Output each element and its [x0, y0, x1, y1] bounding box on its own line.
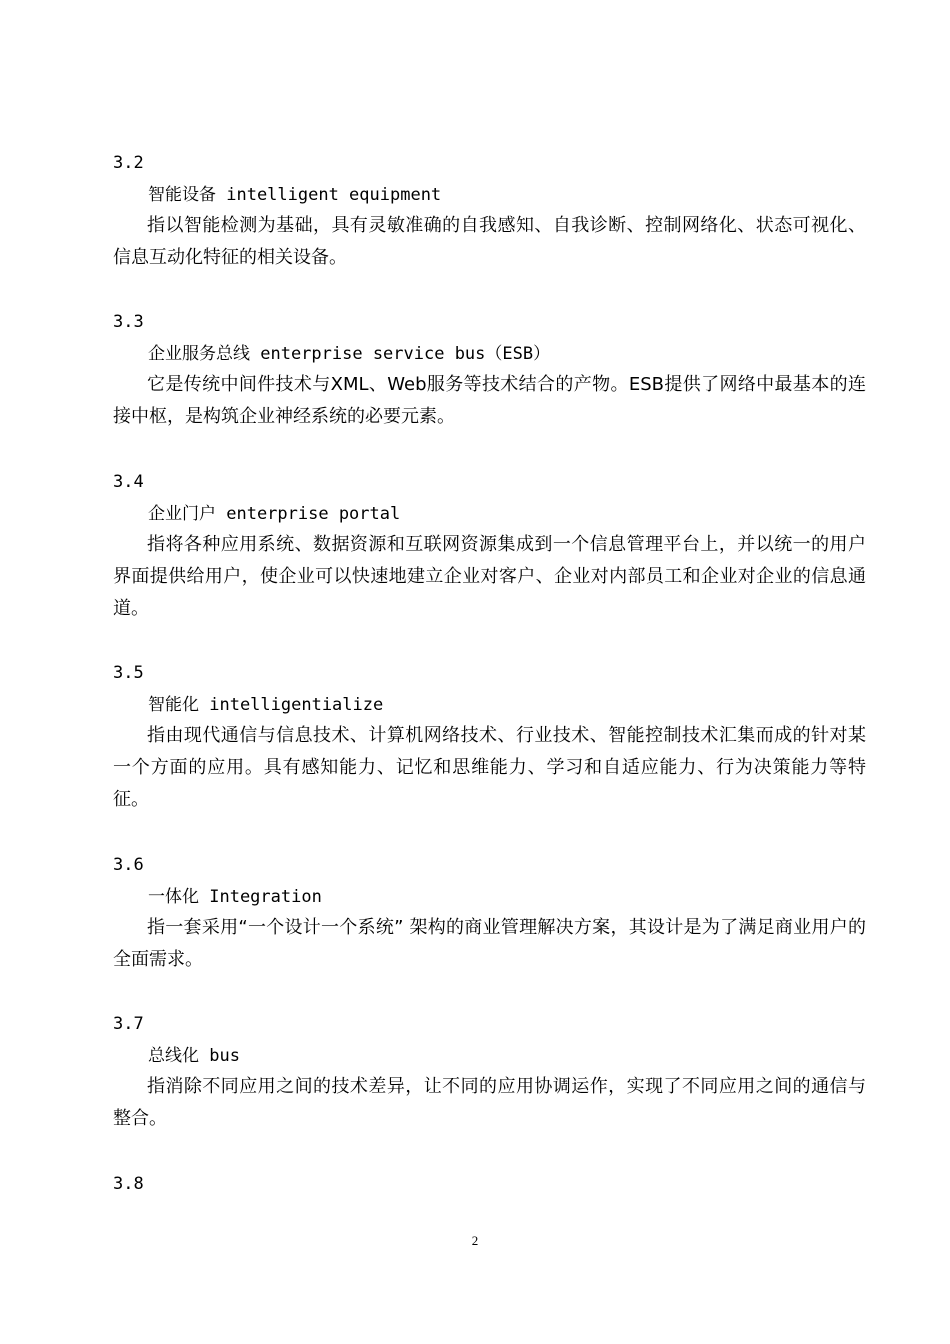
section-number-3-6: 3.6: [113, 855, 144, 875]
term-3-2: 智能设备 intelligent equipment: [148, 185, 442, 205]
term-3-5: 智能化 intelligentialize: [148, 695, 384, 715]
term-3-4: 企业门户 enterprise portal: [148, 504, 401, 524]
page-number: 2: [471, 1233, 479, 1248]
definition-3-2: 指以智能检测为基础，具有灵敏准确的自我感知、自我诊断、控制网络化、状态可视化、信息互动化特征的相关设备。: [113, 215, 866, 268]
term-3-6: 一体化 Integration: [148, 887, 322, 907]
definition-3-6: 指一套采用“一个设计一个系统” 架构的商业管理解决方案，其设计是为了满足商业用户的全面需求。: [113, 917, 866, 970]
definition-3-3: 它是传统中间件技术与XML、Web服务等技术结合的产物。ESB提供了网络中最基本的连接中枢，是构筑企业神经系统的必要元素。: [113, 374, 866, 427]
definition-3-4: 指将各种应用系统、数据资源和互联网资源集成到一个信息管理平台上，并以统一的用户界面提供给用户，使企业可以快速地建立企业对客户、企业对内部员工和企业对企业的信息通道。: [113, 534, 866, 619]
section-number-3-5: 3.5: [113, 663, 144, 683]
definition-3-7: 指消除不同应用之间的技术差异，让不同的应用协调运作，实现了不同应用之间的通信与整合。: [113, 1076, 866, 1129]
term-3-3: 企业服务总线 enterprise service bus（ESB）: [148, 344, 551, 364]
section-number-3-4: 3.4: [113, 472, 144, 492]
section-number-3-7: 3.7: [113, 1014, 144, 1034]
section-number-3-8: 3.8: [113, 1174, 144, 1194]
section-number-3-2: 3.2: [113, 153, 144, 173]
section-number-3-3: 3.3: [113, 312, 144, 332]
term-3-7: 总线化 bus: [148, 1046, 240, 1066]
definition-3-5: 指由现代通信与信息技术、计算机网络技术、行业技术、智能控制技术汇集而成的针对某一个方面的应用。具有感知能力、记忆和思维能力、学习和自适应能力、行为决策能力等特征。: [113, 725, 866, 810]
